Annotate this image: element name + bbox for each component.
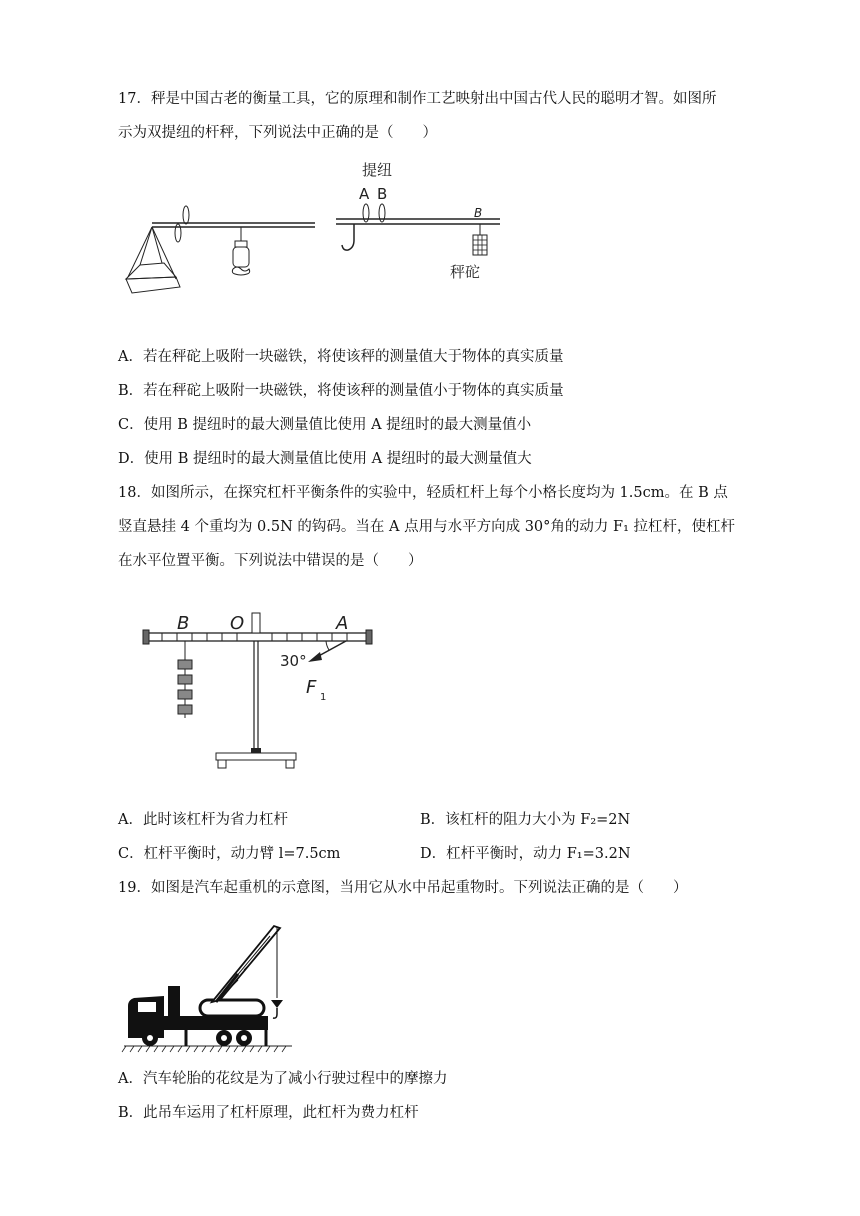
q17-stem-line2: 示为双提纽的杆秤，下列说法中正确的是（ ） [118,125,437,141]
q18-figure-lever [130,600,390,775]
q18-option-d: D．杠杆平衡时，动力 F₁=3.2N [420,846,631,862]
q18-option-a: A．此时该杠杆为省力杠杆 [118,812,288,828]
q18-stem-line2: 竖直悬挂 4 个重均为 0.5N 的钩码。当在 A 点用与水平方向成 30°角的动力 F₁ 拉杠杆，使杠杆 [118,519,735,535]
q17-option-a: A．若在秤砣上吸附一块磁铁，将使该秤的测量值大于物体的真实质量 [118,349,564,365]
q18-stem-line1: 18．如图所示，在探究杠杆平衡条件的实验中，轻质杠杆上每个小格长度均为 1.5cm。在 B 点 [118,485,728,501]
q18-label-force: F [306,677,317,698]
q17-option-b: B．若在秤砣上吸附一块磁铁，将使该秤的测量值小于物体的真实质量 [118,383,564,399]
q19-stem: 19．如图是汽车起重机的示意图，当用它从水中吊起重物时。下列说法正确的是（ ） [118,880,688,896]
q18-stem-line3: 在水平位置平衡。下列说法中错误的是（ ） [118,553,423,569]
q17-label-tizhu: 提纽 [362,161,393,179]
q18-label-force-sub: 1 [320,692,327,703]
q17-label-a: A [359,185,370,203]
q17-label-b-italic: B [474,206,483,220]
q17-label-b: B [377,185,388,203]
q17-option-c: C．使用 B 提纽时的最大测量值比使用 A 提纽时的最大测量值小 [118,417,532,433]
q18-label-a: A [336,613,349,634]
q17-label-chengtuo: 秤砣 [450,263,481,281]
q17-figure-steelyard [120,155,520,305]
q18-option-c: C．杠杆平衡时，动力臂 l=7.5cm [118,846,341,862]
q17-option-d: D．使用 B 提纽时的最大测量值比使用 A 提纽时的最大测量值大 [118,451,532,467]
q18-label-angle: 30° [280,652,307,670]
q19-figure-crane-truck [120,910,295,1060]
q19-option-a: A．汽车轮胎的花纹是为了减小行驶过程中的摩擦力 [118,1071,448,1087]
q18-label-b: B [177,613,190,634]
q17-stem-line1: 17．秤是中国古老的衡量工具，它的原理和制作工艺映射出中国古代人民的聪明才智。如图所 [118,91,717,107]
q19-option-b: B．此吊车运用了杠杆原理，此杠杆为费力杠杆 [118,1105,419,1121]
q18-label-o: O [230,613,245,634]
q18-option-b: B．该杠杆的阻力大小为 F₂=2N [420,812,631,828]
